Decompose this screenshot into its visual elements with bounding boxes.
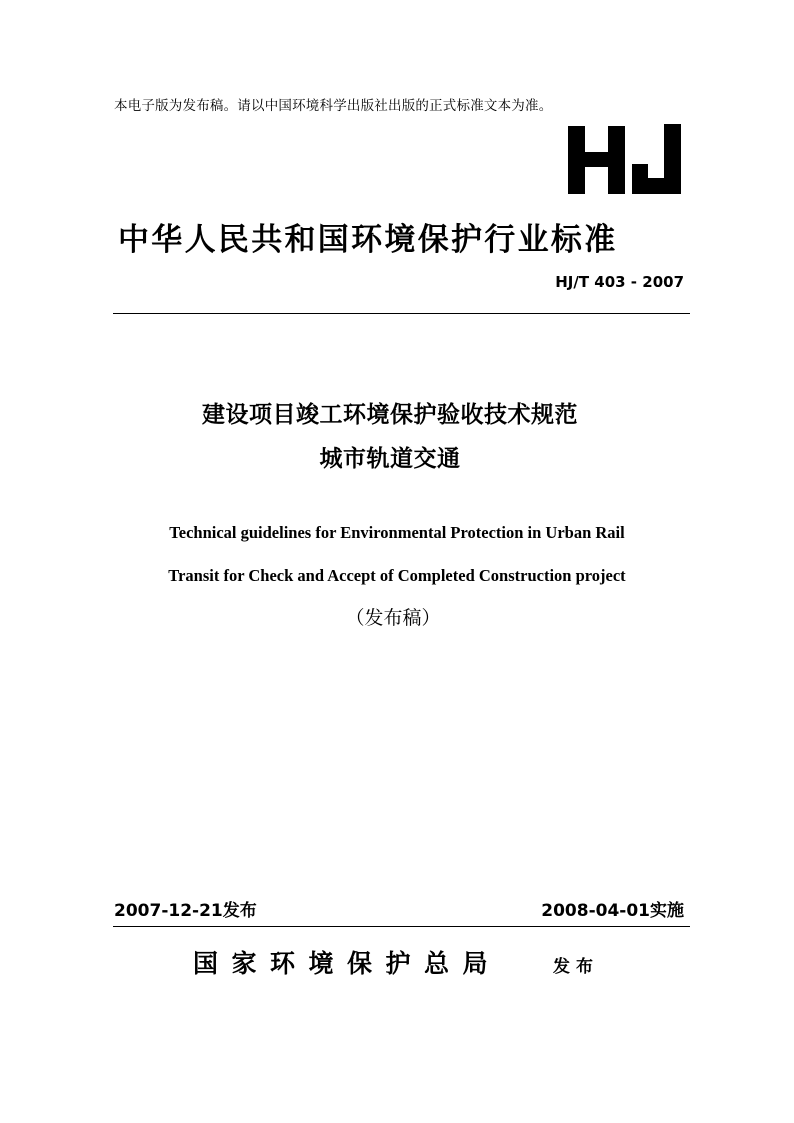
english-title-line-1: Technical guidelines for Environmental Protection in Urban Rail <box>169 523 625 542</box>
footer-divider <box>113 926 690 927</box>
standard-category-title: 中华人民共和国环境保护行业标准 <box>118 222 618 258</box>
issue-date: 2007-12-21发布 <box>114 901 257 921</box>
draft-note: （发布稿） <box>345 607 441 629</box>
issuing-agency: 国家环境保护总局 <box>193 949 502 978</box>
chinese-title-line-1: 建设项目竣工环境保护验收技术规范 <box>202 402 578 428</box>
electronic-version-notice: 本电子版为发布稿。请以中国环境科学出版社出版的正式标准文本为准。 <box>114 98 553 114</box>
implementation-date: 2008-04-01实施 <box>541 901 684 921</box>
standard-code: HJ/T 403 - 2007 <box>555 273 684 291</box>
publish-label: 发布 <box>553 957 599 977</box>
english-title-line-2: Transit for Check and Accept of Completed Construction project <box>168 566 626 585</box>
header-divider <box>113 313 690 314</box>
chinese-title-line-2: 城市轨道交通 <box>319 446 461 472</box>
hj-logo <box>560 110 685 195</box>
